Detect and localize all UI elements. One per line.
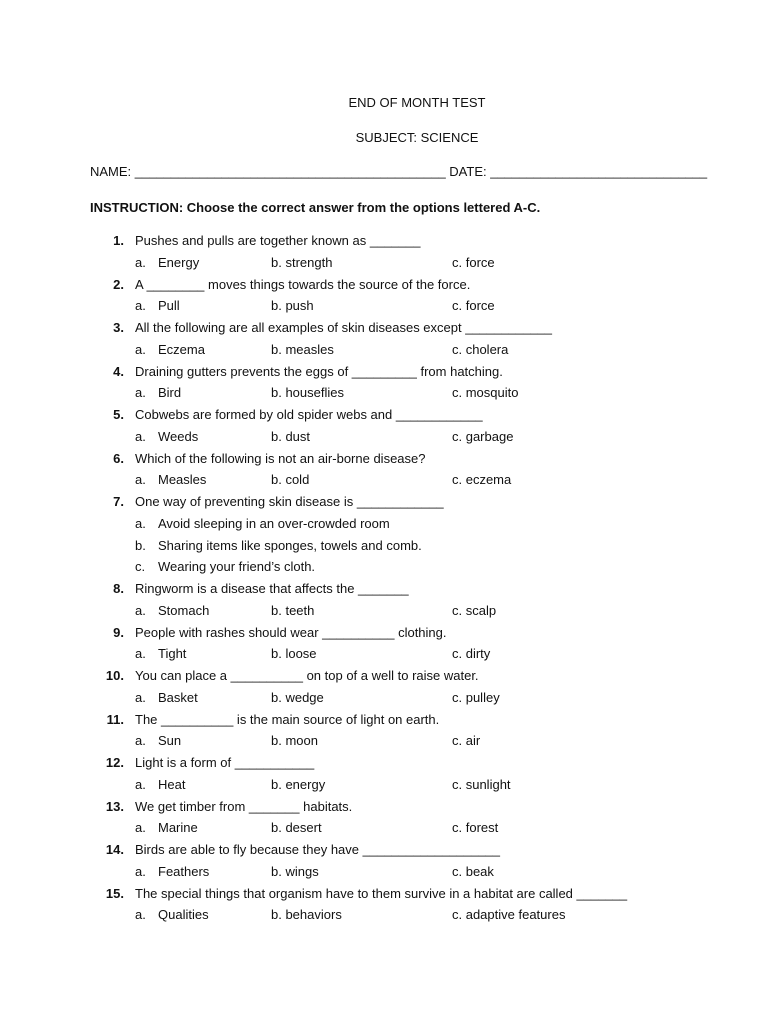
question-7 <box>0 494 768 516</box>
question-number: 13. <box>105 798 124 814</box>
options-row <box>0 864 768 886</box>
option-b: b. push <box>271 298 314 314</box>
question-3 <box>0 320 768 342</box>
question-text: People with rashes should wear __________ clothing. <box>135 624 447 640</box>
option-line <box>0 516 768 538</box>
option-b: b. energy <box>271 776 326 792</box>
question-text: The special things that organism have to them survive in a habitat are called _______ <box>135 885 628 901</box>
date-field: DATE: ______________________________ <box>449 164 708 179</box>
options-row <box>0 472 768 494</box>
option-a-letter: a. <box>135 907 146 923</box>
option-c: c. air <box>452 733 481 749</box>
option-c: c. forest <box>452 820 499 836</box>
option-c: c. scalp <box>452 602 497 618</box>
name-date-row <box>90 164 707 179</box>
option-c: c. force <box>452 254 495 270</box>
option-c: c. cholera <box>452 341 509 357</box>
option-a-letter: a. <box>135 341 146 357</box>
options-row <box>0 429 768 451</box>
question-number: 2. <box>113 276 124 292</box>
option-c: c. beak <box>452 863 494 879</box>
option-a-letter: a. <box>135 863 146 879</box>
option-a-letter: a. <box>135 428 146 444</box>
question-list <box>0 233 768 929</box>
option-letter: a. <box>135 515 146 531</box>
option-c: c. garbage <box>452 428 514 444</box>
question-13 <box>0 799 768 821</box>
option-letter: b. <box>135 537 146 553</box>
options-row <box>0 603 768 625</box>
option-b: b. measles <box>271 341 334 357</box>
question-number: 5. <box>113 407 124 422</box>
question-number: 6. <box>113 450 124 466</box>
options-row <box>0 733 768 755</box>
options-row <box>0 385 768 407</box>
option-text: Avoid sleeping in an over-crowded room <box>158 515 390 531</box>
question-4 <box>0 364 768 386</box>
option-b: b. teeth <box>271 602 315 618</box>
option-c: c. pulley <box>452 689 500 705</box>
question-number: 9. <box>113 624 124 640</box>
option-b: b. strength <box>271 254 333 270</box>
question-text: You can place a __________ on top of a well to raise water. <box>135 668 479 683</box>
option-a: Pull <box>158 298 180 314</box>
option-b: b. dust <box>271 428 311 444</box>
question-text: One way of preventing skin disease is ____________ <box>135 494 444 509</box>
option-a-letter: a. <box>135 733 146 749</box>
question-text: Which of the following is not an air-borne disease? <box>135 450 426 466</box>
option-a-letter: a. <box>135 385 146 401</box>
option-c: c. eczema <box>452 472 512 488</box>
question-5 <box>0 407 768 429</box>
option-a-letter: a. <box>135 472 146 488</box>
question-number: 7. <box>113 494 124 509</box>
option-b: b. cold <box>271 472 310 488</box>
option-text: Wearing your friend’s cloth. <box>158 559 316 575</box>
question-text: The __________ is the main source of light on earth. <box>135 711 440 727</box>
option-line <box>0 559 768 581</box>
question-number: 10. <box>105 668 124 683</box>
question-10 <box>0 668 768 690</box>
option-a: Marine <box>158 820 198 836</box>
option-a: Basket <box>158 689 198 705</box>
subject-line: SUBJECT: SCIENCE <box>355 130 479 145</box>
question-12 <box>0 755 768 777</box>
instruction-text: Choose the correct answer from the options lettered A-C. <box>183 200 541 215</box>
option-a-letter: a. <box>135 820 146 836</box>
option-c: c. adaptive features <box>452 907 566 923</box>
options-row <box>0 298 768 320</box>
question-number: 8. <box>113 581 124 596</box>
question-6 <box>0 451 768 473</box>
option-a: Bird <box>158 385 182 401</box>
option-c: c. dirty <box>452 646 491 662</box>
name-field: NAME: ___________________________________________ <box>90 164 446 179</box>
question-number: 11. <box>106 711 124 727</box>
option-a: Eczema <box>158 341 205 357</box>
options-row <box>0 777 768 799</box>
option-a-letter: a. <box>135 298 146 314</box>
option-a: Feathers <box>158 863 210 879</box>
option-b: b. behaviors <box>271 907 342 923</box>
option-a: Sun <box>158 733 182 749</box>
option-a-letter: a. <box>135 776 146 792</box>
instruction-label: INSTRUCTION: <box>90 200 184 215</box>
option-a-letter: a. <box>135 254 146 270</box>
option-b: b. desert <box>271 820 322 836</box>
question-text: Birds are able to fly because they have ___________________ <box>135 842 501 857</box>
options-row <box>0 820 768 842</box>
option-letter: c. <box>135 559 146 575</box>
question-text: We get timber from _______ habitats. <box>135 798 353 814</box>
question-text: Cobwebs are formed by old spider webs and ____________ <box>135 407 483 422</box>
question-text: A ________ moves things towards the source of the force. <box>135 276 471 292</box>
option-a-letter: a. <box>135 602 146 618</box>
question-15 <box>0 886 768 908</box>
option-text: Sharing items like sponges, towels and comb. <box>158 537 422 553</box>
option-a: Weeds <box>158 428 199 444</box>
option-b: b. moon <box>271 733 318 749</box>
option-a: Tight <box>158 646 187 662</box>
option-a-letter: a. <box>135 646 146 662</box>
question-text: All the following are all examples of skin diseases except ____________ <box>135 320 552 335</box>
question-number: 15. <box>105 885 124 901</box>
question-text: Draining gutters prevents the eggs of _________ from hatching. <box>135 363 503 379</box>
option-a: Heat <box>158 776 186 792</box>
question-9 <box>0 625 768 647</box>
option-a: Qualities <box>158 907 209 923</box>
test-title: END OF MONTH TEST <box>348 95 486 110</box>
question-number: 14. <box>105 842 124 857</box>
question-11 <box>0 712 768 734</box>
option-b: b. wedge <box>271 689 324 705</box>
instruction <box>90 200 540 215</box>
option-b: b. wings <box>271 863 319 879</box>
options-row <box>0 255 768 277</box>
question-text: Pushes and pulls are together known as _______ <box>135 233 421 248</box>
option-c: c. force <box>452 298 495 314</box>
question-number: 12. <box>105 755 124 770</box>
option-b: b. houseflies <box>271 385 344 401</box>
option-a: Stomach <box>158 602 210 618</box>
question-8 <box>0 581 768 603</box>
question-14 <box>0 842 768 864</box>
options-row <box>0 690 768 712</box>
question-2 <box>0 277 768 299</box>
options-row <box>0 342 768 364</box>
question-number: 3. <box>113 320 124 335</box>
question-number: 1. <box>113 233 124 248</box>
option-c: c. sunlight <box>452 776 511 792</box>
options-row <box>0 907 768 929</box>
option-c: c. mosquito <box>452 385 519 401</box>
option-a: Measles <box>158 472 207 488</box>
option-b: b. loose <box>271 646 317 662</box>
question-text: Ringworm is a disease that affects the _______ <box>135 581 409 596</box>
question-text: Light is a form of ___________ <box>135 755 315 770</box>
question-1 <box>0 233 768 255</box>
option-a: Energy <box>158 254 200 270</box>
option-a-letter: a. <box>135 689 146 705</box>
options-row <box>0 646 768 668</box>
question-number: 4. <box>113 363 124 379</box>
option-line <box>0 538 768 560</box>
